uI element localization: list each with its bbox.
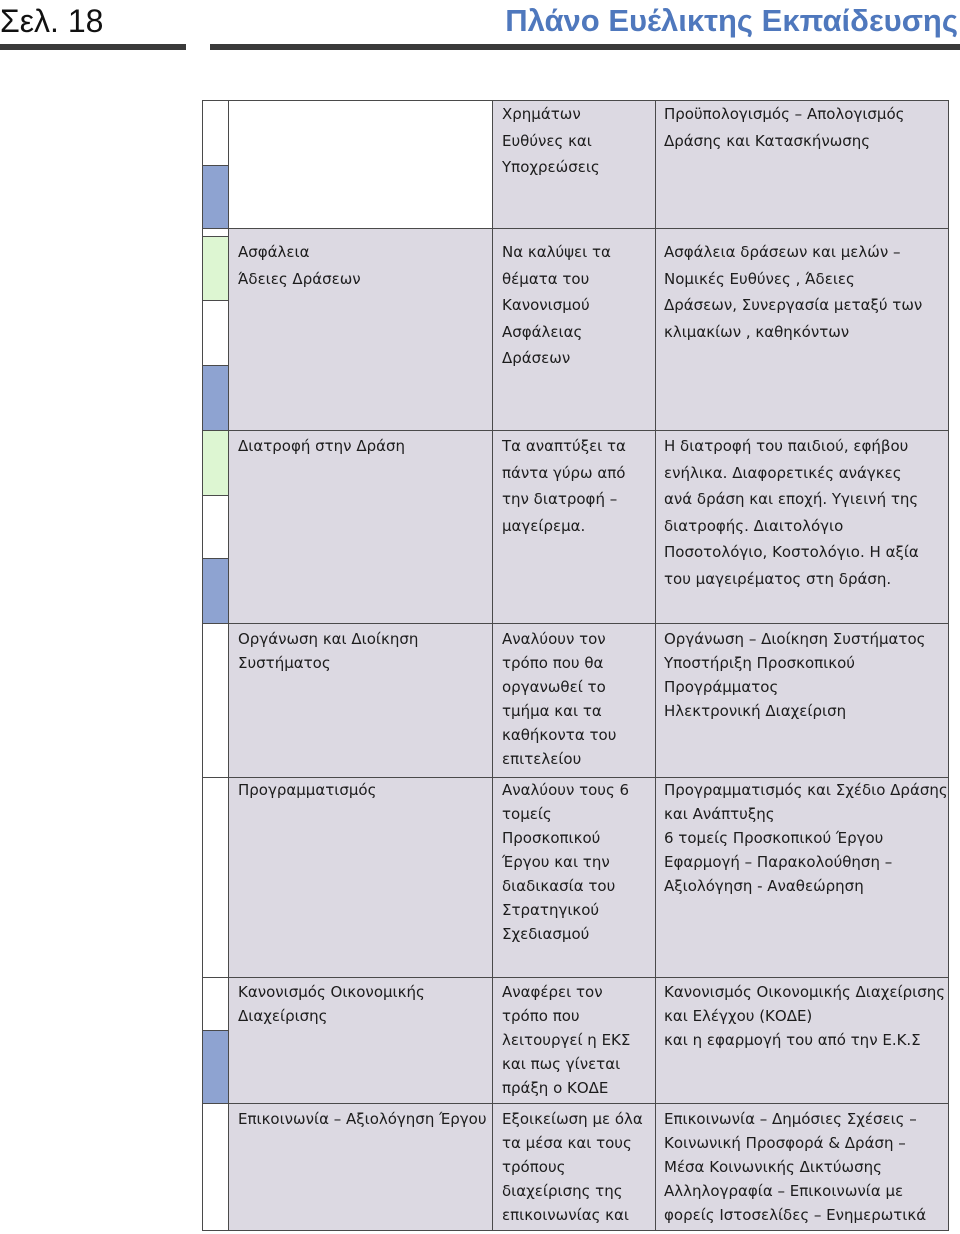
strip-segment bbox=[202, 777, 228, 977]
strip-segment bbox=[202, 365, 228, 430]
row-topic: Διατροφή στην Δράση bbox=[228, 430, 492, 623]
row-goal: Εξοικείωση με όλα τα μέσα και τους τρόπους διαχείρισης της επικοινωνίας και bbox=[492, 1103, 655, 1230]
row-topic: Κανονισμός Οικονομικής Διαχείρισης bbox=[228, 977, 492, 1103]
strip-segment bbox=[202, 1030, 228, 1103]
table-row bbox=[228, 430, 948, 623]
row-goal: Να καλύψει τα θέματα του Κανονισμού Ασφάλειας Δράσεων bbox=[492, 228, 655, 430]
strip-segment bbox=[202, 495, 228, 558]
curriculum-table bbox=[202, 100, 949, 1231]
strip-segment bbox=[202, 623, 228, 777]
strip-segment bbox=[202, 977, 228, 1030]
strip-segment bbox=[202, 100, 228, 165]
table-row bbox=[228, 623, 948, 777]
table-row bbox=[228, 100, 948, 228]
row-goal: Αναφέρει τον τρόπο που λειτουργεί η ΕΚΣ και πως γίνεται πράξη ο ΚΟΔΕ bbox=[492, 977, 655, 1103]
row-content: Προγραμματισμός και Σχέδιο Δράσης και Ανάπτυξης 6 τομείς Προσκοπικού Έργου Εφαρμογή – Παρακολούθηση – Αξιολόγηση - Αναθεώρηση bbox=[655, 777, 948, 977]
header-rule-left bbox=[0, 44, 186, 50]
row-content: Οργάνωση – Διοίκηση Συστήματος Υποστήριξη Προσκοπικού Προγράμματος Ηλεκτρονική Διαχείριση bbox=[655, 623, 948, 777]
row-content: Ασφάλεια δράσεων και μελών – Νομικές Ευθύνες , Άδειες Δράσεων, Συνεργασία μεταξύ των κλιμακίων , καθηκόντων bbox=[655, 228, 948, 430]
row-topic bbox=[228, 100, 492, 228]
row-content: Κανονισμός Οικονομικής Διαχείρισης και Ελέγχου (ΚΟΔΕ) και η εφαρμογή του από την Ε.Κ.Σ bbox=[655, 977, 948, 1103]
row-goal: Τα αναπτύξει τα πάντα γύρω από την διατροφή – μαγείρεμα. bbox=[492, 430, 655, 623]
table-row bbox=[228, 1103, 948, 1230]
strip-segment bbox=[202, 228, 228, 236]
strip-segment bbox=[202, 430, 228, 495]
header-rule-right bbox=[210, 44, 960, 50]
row-content: Επικοινωνία – Δημόσιες Σχέσεις – Κοινωνική Προσφορά & Δράση – Μέσα Κοινωνικής Δικτύωσης Αλληλογραφία – Επικοινωνία με φορείς Ιστοσελίδες – Ενημερωτικά bbox=[655, 1103, 948, 1230]
row-content: Η διατροφή του παιδιού, εφήβου ενήλικα. Διαφορετικές ανάγκες ανά δράση και εποχή. Υγιεινή της διατροφής. Διαιτολόγιο Ποσοτολόγιο, Κοστολόγιο. Η αξία του μαγειρέματος στη δράση. bbox=[655, 430, 948, 623]
row-topic: Οργάνωση και Διοίκηση Συστήματος bbox=[228, 623, 492, 777]
row-goal: Αναλύουν τον τρόπο που θα οργανωθεί το τμήμα και τα καθήκοντα του επιτελείου bbox=[492, 623, 655, 777]
document-title: Πλάνο Ευέλικτης Εκπαίδευσης bbox=[505, 3, 958, 38]
table-row bbox=[228, 977, 948, 1103]
strip-segment bbox=[202, 300, 228, 365]
row-topic: Επικοινωνία – Αξιολόγηση Έργου bbox=[228, 1103, 492, 1230]
row-goal: Χρημάτων Ευθύνες και Υποχρεώσεις bbox=[492, 100, 655, 228]
table-row bbox=[228, 228, 948, 430]
row-topic: Ασφάλεια Άδειες Δράσεων bbox=[228, 228, 492, 430]
row-topic: Προγραμματισμός bbox=[228, 777, 492, 977]
strip-segment bbox=[202, 165, 228, 228]
table-row bbox=[228, 777, 948, 977]
strip-segment bbox=[202, 1103, 228, 1230]
page-number: Σελ. 18 bbox=[0, 3, 104, 39]
color-marker-strip bbox=[202, 100, 228, 1230]
row-goal: Αναλύουν τους 6 τομείς Προσκοπικού Έργου και την διαδικασία του Στρατηγικού Σχεδιασμού bbox=[492, 777, 655, 977]
strip-segment bbox=[202, 558, 228, 623]
row-content: Προϋπολογισμός – Απολογισμός Δράσης και Κατασκήνωσης bbox=[655, 100, 948, 228]
strip-segment bbox=[202, 236, 228, 300]
